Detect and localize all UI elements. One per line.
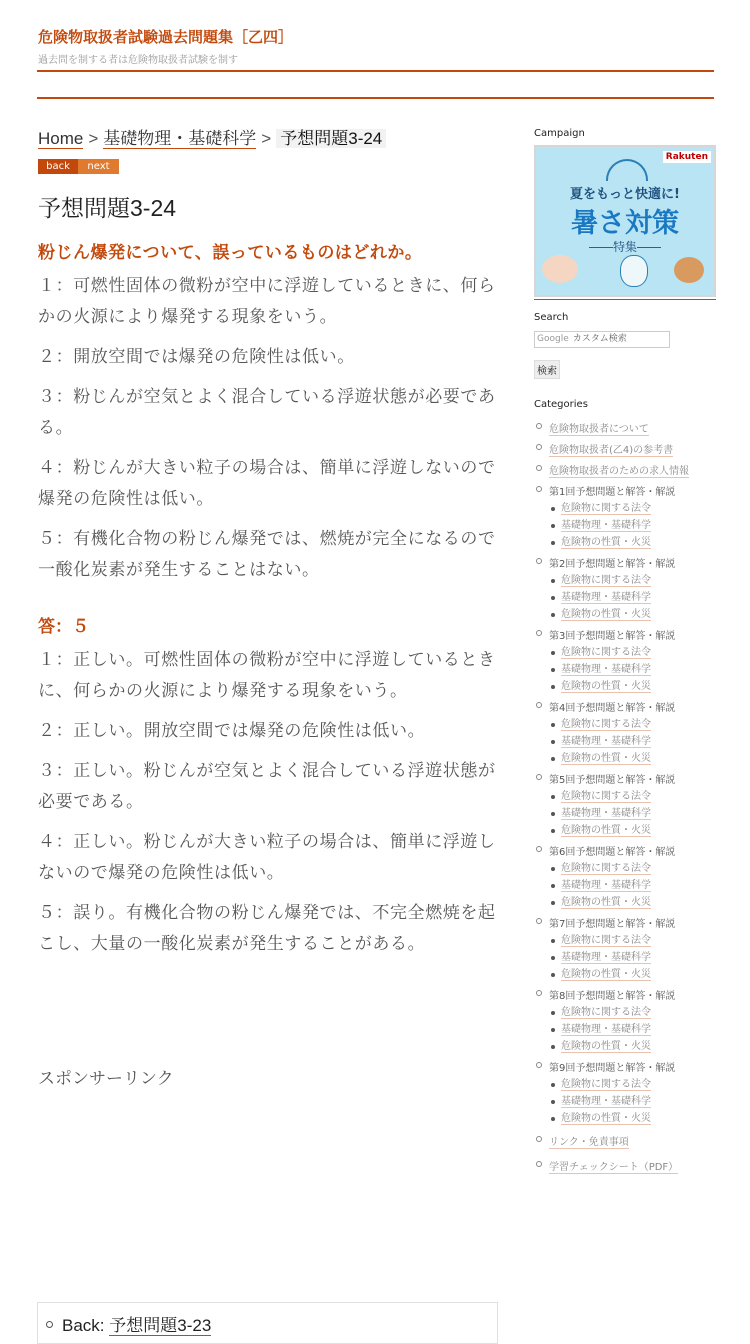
choice-5: ５：有機化合物の粉じん爆発では、燃焼が完全になるので一酸化炭素が発生することはない。 bbox=[38, 529, 496, 580]
subcategory-item[interactable] bbox=[549, 575, 716, 587]
subcategory-item[interactable] bbox=[549, 825, 716, 837]
list-bullet-icon bbox=[536, 918, 542, 924]
subcategory-link[interactable]: 基礎物理・基礎科学 bbox=[561, 1024, 651, 1035]
subcategory-item[interactable] bbox=[549, 1007, 716, 1019]
breadcrumb bbox=[38, 128, 498, 150]
list-bullet-icon bbox=[536, 486, 542, 492]
breadcrumb-home-link[interactable]: Home bbox=[38, 129, 84, 148]
subcategory-item[interactable] bbox=[549, 753, 716, 765]
google-logo: Google bbox=[537, 334, 569, 344]
subcategory-item[interactable] bbox=[549, 808, 716, 820]
subcategory-link[interactable]: 危険物の性質・火災 bbox=[561, 825, 651, 836]
subcategory-link[interactable]: 危険物の性質・火災 bbox=[561, 681, 651, 692]
explanation-5: ５：誤り。有機化合物の粉じん爆発では、不完全燃焼を起こし、大量の一酸化炭素が発生することがある。 bbox=[38, 903, 496, 954]
subcategory-list bbox=[549, 791, 716, 837]
category-group-3 bbox=[534, 627, 716, 693]
sponsor-link-label: スポンサーリンク bbox=[38, 1069, 174, 1089]
choice-4: ４：粉じんが大きい粒子の場合は、簡単に浮遊しないので爆発の危険性は低い。 bbox=[38, 458, 496, 509]
study-checksheet-link[interactable]: 学習チェックシート（PDF） bbox=[549, 1162, 679, 1173]
category-group-label: 第9回予想問題と解答・解説 bbox=[549, 1063, 676, 1074]
list-bullet-icon bbox=[536, 465, 542, 471]
categories-title: Categories bbox=[534, 399, 588, 410]
banner-title: 暑さ対策 bbox=[571, 208, 679, 239]
subcategory-link[interactable]: 基礎物理・基礎科学 bbox=[561, 664, 651, 675]
list-bullet-icon bbox=[536, 444, 542, 450]
header-divider-top bbox=[37, 70, 714, 72]
subcategory-item[interactable] bbox=[549, 681, 716, 693]
subcategory-item[interactable] bbox=[549, 880, 716, 892]
subcategory-item[interactable] bbox=[549, 1113, 716, 1125]
post-navigation bbox=[37, 1302, 498, 1344]
campaign-title: Campaign bbox=[534, 128, 585, 139]
subcategory-link[interactable]: 危険物の性質・火災 bbox=[561, 609, 651, 620]
subcategory-link[interactable]: 危険物の性質・火災 bbox=[561, 537, 651, 548]
sun-icon bbox=[606, 159, 648, 181]
header-divider-bottom bbox=[37, 97, 714, 99]
subcategory-link[interactable]: 危険物に関する法令 bbox=[561, 719, 651, 730]
subcategory-link[interactable]: 基礎物理・基礎科学 bbox=[561, 880, 651, 891]
subcategory-list bbox=[549, 503, 716, 549]
category-group-label: 第4回予想問題と解答・解説 bbox=[549, 703, 676, 714]
subcategory-link[interactable]: 危険物に関する法令 bbox=[561, 647, 651, 658]
subcategory-link[interactable]: 危険物に関する法令 bbox=[561, 791, 651, 802]
banner-subtitle: ――特集―― bbox=[588, 240, 661, 254]
subcategory-link[interactable]: 危険物に関する法令 bbox=[561, 1079, 651, 1090]
subcategory-link[interactable]: 危険物に関する法令 bbox=[561, 935, 651, 946]
category-item[interactable] bbox=[534, 1158, 716, 1173]
category-item[interactable] bbox=[534, 1133, 716, 1148]
subcategory-list bbox=[549, 575, 716, 621]
list-bullet-icon bbox=[46, 1321, 53, 1328]
subcategory-link[interactable]: 基礎物理・基礎科学 bbox=[561, 1096, 651, 1107]
subcategory-list bbox=[549, 1007, 716, 1053]
breadcrumb-category-link[interactable]: 基礎物理・基礎科学 bbox=[103, 129, 257, 148]
list-bullet-icon bbox=[536, 423, 542, 429]
subcategory-list bbox=[549, 935, 716, 981]
subcategory-link[interactable]: 危険物に関する法令 bbox=[561, 863, 651, 874]
breadcrumb-separator: > bbox=[261, 129, 272, 148]
subcategory-item[interactable] bbox=[549, 969, 716, 981]
subcategory-link[interactable]: 基礎物理・基礎科学 bbox=[561, 592, 651, 603]
sidebar bbox=[534, 128, 716, 1179]
answer-heading: 答：５ bbox=[38, 617, 89, 637]
search-input[interactable] bbox=[534, 331, 670, 348]
dog-image bbox=[674, 257, 704, 283]
subcategory-item[interactable] bbox=[549, 1024, 716, 1036]
subcategory-item[interactable] bbox=[549, 537, 716, 549]
explanation-2: ２：正しい。開放空間では爆発の危険性は低い。 bbox=[38, 721, 426, 741]
subcategory-link[interactable]: 危険物の性質・火災 bbox=[561, 897, 651, 908]
subcategory-item[interactable] bbox=[549, 736, 716, 748]
choice-2: ２：開放空間では爆発の危険性は低い。 bbox=[38, 347, 355, 367]
subcategory-item[interactable] bbox=[549, 609, 716, 621]
choice-3: ３：粉じんが空気とよく混合している浮遊状態が必要である。 bbox=[38, 387, 496, 438]
categories-list bbox=[534, 420, 716, 1173]
site-title[interactable]: 危険物取扱者試験過去問題集［乙四］ bbox=[38, 28, 294, 46]
banner-divider bbox=[534, 299, 716, 300]
banner-headline: 夏をもっと快適に! bbox=[570, 187, 680, 202]
category-item[interactable] bbox=[534, 420, 716, 435]
list-bullet-icon bbox=[536, 702, 542, 708]
subcategory-item[interactable] bbox=[549, 664, 716, 676]
subcategory-link[interactable]: 危険物に関する法令 bbox=[561, 1007, 651, 1018]
subcategory-item[interactable] bbox=[549, 791, 716, 803]
bear-mascot-icon bbox=[620, 255, 648, 287]
subcategory-link[interactable]: 危険物の性質・火災 bbox=[561, 753, 651, 764]
subcategory-item[interactable] bbox=[549, 1096, 716, 1108]
subcategory-link[interactable]: 危険物に関する法令 bbox=[561, 575, 651, 586]
category-group-label: 第8回予想問題と解答・解説 bbox=[549, 991, 676, 1002]
list-bullet-icon bbox=[536, 1062, 542, 1068]
subcategory-item[interactable] bbox=[549, 952, 716, 964]
page-title: 予想問題3-24 bbox=[38, 195, 177, 221]
previous-post-link[interactable]: 予想問題3-23 bbox=[109, 1316, 212, 1335]
list-bullet-icon bbox=[536, 990, 542, 996]
sleeping-person-image bbox=[542, 255, 578, 283]
category-group-label: 第3回予想問題と解答・解説 bbox=[549, 631, 676, 642]
breadcrumb-separator: > bbox=[88, 129, 99, 148]
subcategory-link[interactable]: 危険物に関する法令 bbox=[561, 503, 651, 514]
subcategory-link[interactable]: 基礎物理・基礎科学 bbox=[561, 736, 651, 747]
subcategory-item[interactable] bbox=[549, 1079, 716, 1091]
search-placeholder: カスタム検索 bbox=[572, 334, 627, 344]
category-item[interactable] bbox=[534, 441, 716, 456]
search-title: Search bbox=[534, 312, 569, 323]
category-group-label: 第7回予想問題と解答・解説 bbox=[549, 919, 676, 930]
subcategory-item[interactable] bbox=[549, 897, 716, 909]
explanation-1: １：正しい。可燃性固体の微粉が空中に浮遊しているときに、何らかの火源により爆発する現象をいう。 bbox=[38, 650, 496, 701]
category-group-label: 第5回予想問題と解答・解説 bbox=[549, 775, 676, 786]
campaign-banner[interactable] bbox=[534, 145, 716, 297]
category-group-5 bbox=[534, 771, 716, 837]
category-group-2 bbox=[534, 555, 716, 621]
list-bullet-icon bbox=[536, 1161, 542, 1167]
category-link[interactable]: 危険物取扱者のための求人情報 bbox=[549, 466, 689, 477]
subcategory-item[interactable] bbox=[549, 1041, 716, 1053]
category-group-8 bbox=[534, 987, 716, 1053]
site-tagline: 過去問を制する者は危険物取扱者試験を制す bbox=[38, 55, 238, 66]
list-bullet-icon bbox=[536, 558, 542, 564]
subcategory-list bbox=[549, 647, 716, 693]
subcategory-link[interactable]: 危険物の性質・火災 bbox=[561, 969, 651, 980]
category-item[interactable] bbox=[534, 462, 716, 477]
subcategory-item[interactable] bbox=[549, 647, 716, 659]
subcategory-link[interactable]: 基礎物理・基礎科学 bbox=[561, 952, 651, 963]
category-group-label: 第2回予想問題と解答・解説 bbox=[549, 559, 676, 570]
links-disclaimer-link[interactable]: リンク・免責事項 bbox=[549, 1137, 629, 1148]
choice-1: １：可燃性固体の微粉が空中に浮遊しているときに、何らかの火源により爆発する現象をいう。 bbox=[38, 276, 496, 327]
subcategory-item[interactable] bbox=[549, 592, 716, 604]
category-group-label: 第6回予想問題と解答・解説 bbox=[549, 847, 676, 858]
subcategory-item[interactable] bbox=[549, 935, 716, 947]
list-bullet-icon bbox=[536, 774, 542, 780]
category-group-7 bbox=[534, 915, 716, 981]
question-text: 粉じん爆発について、誤っているものはどれか。 bbox=[38, 243, 423, 263]
breadcrumb-current: 予想問題3-24 bbox=[276, 129, 386, 148]
search-button[interactable]: 検索 bbox=[534, 360, 560, 379]
subcategory-item[interactable] bbox=[549, 520, 716, 532]
subcategory-item[interactable] bbox=[549, 503, 716, 515]
list-bullet-icon bbox=[536, 846, 542, 852]
next-button[interactable]: next bbox=[78, 159, 119, 174]
back-link-item bbox=[46, 1311, 211, 1336]
subcategory-list bbox=[549, 719, 716, 765]
category-group-1 bbox=[534, 483, 716, 549]
category-link[interactable]: 危険物取扱者(乙4)の参考書 bbox=[549, 445, 674, 456]
category-group-4 bbox=[534, 699, 716, 765]
post-pager bbox=[38, 159, 498, 174]
main-content bbox=[38, 128, 498, 960]
back-button[interactable]: back bbox=[38, 159, 78, 174]
list-bullet-icon bbox=[536, 1136, 542, 1142]
subcategory-link[interactable]: 基礎物理・基礎科学 bbox=[561, 808, 651, 819]
list-bullet-icon bbox=[536, 630, 542, 636]
back-label: Back: bbox=[62, 1316, 105, 1335]
explanation-4: ４：正しい。粉じんが大きい粒子の場合は、簡単に浮遊しないので爆発の危険性は低い。 bbox=[38, 832, 496, 883]
subcategory-list bbox=[549, 1079, 716, 1125]
subcategory-link[interactable]: 基礎物理・基礎科学 bbox=[561, 520, 651, 531]
explanation-3: ３：正しい。粉じんが空気とよく混合している浮遊状態が必要である。 bbox=[38, 761, 496, 812]
rakuten-logo: Rakuten bbox=[663, 151, 711, 163]
category-link[interactable]: 危険物取扱者について bbox=[549, 424, 649, 435]
subcategory-link[interactable]: 危険物の性質・火災 bbox=[561, 1041, 651, 1052]
subcategory-link[interactable]: 危険物の性質・火災 bbox=[561, 1113, 651, 1124]
category-group-9 bbox=[534, 1059, 716, 1125]
category-group-6 bbox=[534, 843, 716, 909]
subcategory-list bbox=[549, 863, 716, 909]
category-group-label: 第1回予想問題と解答・解説 bbox=[549, 487, 676, 498]
subcategory-item[interactable] bbox=[549, 863, 716, 875]
subcategory-item[interactable] bbox=[549, 719, 716, 731]
